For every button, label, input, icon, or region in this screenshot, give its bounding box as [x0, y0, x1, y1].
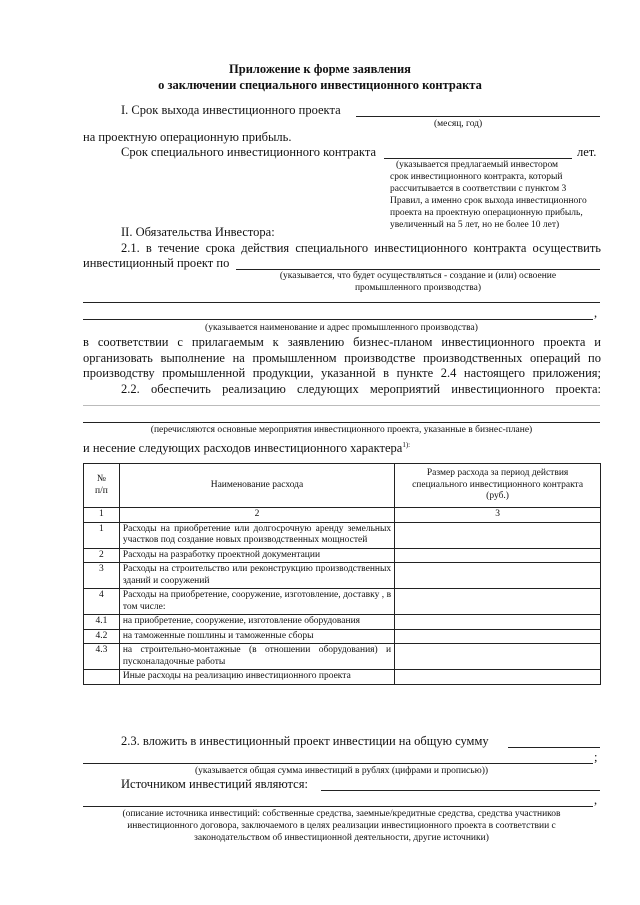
p21-line1: 2.1. в течение срока действия специального инвестиционного контракта осуществить [121, 241, 601, 255]
document-title-line1: Приложение к форме заявления [229, 62, 411, 76]
row-amount-input[interactable] [395, 563, 601, 589]
measures-field-2[interactable] [83, 422, 600, 423]
row-name: Расходы на разработку проектной документации [119, 548, 394, 563]
row-amount-input[interactable] [395, 615, 601, 630]
header-num: № п/п [84, 464, 120, 508]
row-amount-input[interactable] [395, 629, 601, 644]
row-name: на таможенные пошлины и таможенные сборы [119, 629, 394, 644]
address-hint: (указывается наименование и адрес промышленного производства) [205, 323, 478, 333]
p21-line2: инвестиционный проект по [83, 256, 230, 270]
table-row [84, 522, 601, 548]
sources-label: Источником инвестиций являются: [121, 777, 308, 791]
table-header-row [84, 464, 601, 508]
row-name: на строительно-монтажные (в отношении оборудования) и пусконаладочные работы [119, 644, 394, 670]
row-name: на приобретение, сооружение, изготовление оборудования [119, 615, 394, 630]
table-row [84, 629, 601, 644]
total-investment-field[interactable] [508, 747, 600, 748]
section2-heading: II. Обязательства Инвестора: [121, 225, 275, 239]
row-num: 4.3 [84, 644, 120, 670]
sources-hint: (описание источника инвестиций: собственные средства, заемные/кредитные средства, средства участников инвестиционного договора, заключаемого в целях реализации инвестиционного проекта в соответствии с законодательством об инвестиционной деятельности, другие источники) [122, 809, 561, 843]
project-term-field[interactable] [356, 116, 600, 117]
p21-cont-2: организовать выполнение на промышленном производстве производственных операций по [83, 351, 601, 365]
project-subject-field-line2[interactable] [83, 302, 600, 303]
p23-text: 2.3. вложить в инвестиционный проект инвестиции на общую сумму [121, 734, 489, 748]
colnum-2: 2 [119, 508, 394, 523]
row-num [84, 670, 120, 685]
header-size: Размер расхода за период действия специального инвестиционного контракта (руб.) [395, 464, 601, 508]
row-name: Расходы на приобретение или долгосрочную аренду земельных участков под создание новых производственных мощностей [119, 522, 394, 548]
table-row [84, 644, 601, 670]
p22-hint: (перечисляются основные мероприятия инвестиционного проекта, указанные в бизнес-плане) [150, 425, 533, 435]
row-amount-input[interactable] [395, 522, 601, 548]
colnum-3: 3 [395, 508, 601, 523]
measures-field-1[interactable] [83, 405, 600, 406]
row-num: 4.1 [84, 615, 120, 630]
row-name: Иные расходы на реализацию инвестиционного проекта [119, 670, 394, 685]
section1-continuation: на проектную операционную прибыль. [83, 130, 292, 144]
contract-term-hint: (указывается предлагаемый инвестором срок инвестиционного контракта, который рассчитывается в соответствии с пунктом 3 Правил, а именно срок выхода инвестиционного проекта на проектную операционную прибыль, увеличенный на 5 лет, но не более 10 лет) [390, 160, 587, 230]
comma-mark: , [594, 306, 598, 320]
table-row [84, 548, 601, 563]
row-amount-input[interactable] [395, 589, 601, 615]
row-name: Расходы на строительство или реконструкцию производственных зданий и сооружений [119, 563, 394, 589]
contract-term-label: Срок специального инвестиционного контракта [121, 145, 377, 159]
table-row [84, 670, 601, 685]
document-title-line2: о заключении специального инвестиционного контракта [158, 78, 482, 92]
sources-field[interactable] [321, 790, 600, 791]
row-num: 1 [84, 522, 120, 548]
row-name: Расходы на приобретение, сооружение, изготовление, доставку , в том числе: [119, 589, 394, 615]
table-row [84, 589, 601, 615]
row-num: 2 [84, 548, 120, 563]
row-amount-input[interactable] [395, 644, 601, 670]
p21-cont-1: в соответствии с прилагаемым к заявлению бизнес-планом инвестиционного проекта и [83, 335, 601, 349]
section1-heading: I. Срок выхода инвестиционного проекта [121, 103, 341, 117]
comma-mark-2: , [594, 793, 598, 807]
p22-text: 2.2. обеспечить реализацию следующих мероприятий инвестиционного проекта: [121, 382, 601, 396]
table-row [84, 615, 601, 630]
years-suffix: лет. [577, 145, 597, 159]
p21-hint: (указывается, что будет осуществляться - создание и (или) освоение промышленного производства) [279, 271, 557, 293]
table-row [84, 563, 601, 589]
production-address-field[interactable] [83, 319, 593, 320]
semicolon-mark: ; [594, 750, 598, 764]
p23-hint: (указывается общая сумма инвестиций в рублях (цифрами и прописью)) [194, 766, 489, 776]
expenses-intro: и несение следующих расходов инвестиционного характера$^{1):}$ [83, 441, 411, 456]
row-num: 3 [84, 563, 120, 589]
table-colnum-row [84, 508, 601, 523]
sources-field-line2[interactable] [83, 806, 593, 807]
expenses-table [83, 463, 601, 685]
row-num: 4.2 [84, 629, 120, 644]
p21-cont-3: производству промышленной продукции, указанной в пункте 2.4 настоящего приложения; [83, 366, 601, 380]
header-name: Наименование расхода [119, 464, 394, 508]
month-year-hint: (месяц, год) [434, 119, 483, 129]
total-investment-words-field[interactable] [83, 763, 593, 764]
row-amount-input[interactable] [395, 548, 601, 563]
colnum-1: 1 [84, 508, 120, 523]
row-num: 4 [84, 589, 120, 615]
row-amount-input[interactable] [395, 670, 601, 685]
